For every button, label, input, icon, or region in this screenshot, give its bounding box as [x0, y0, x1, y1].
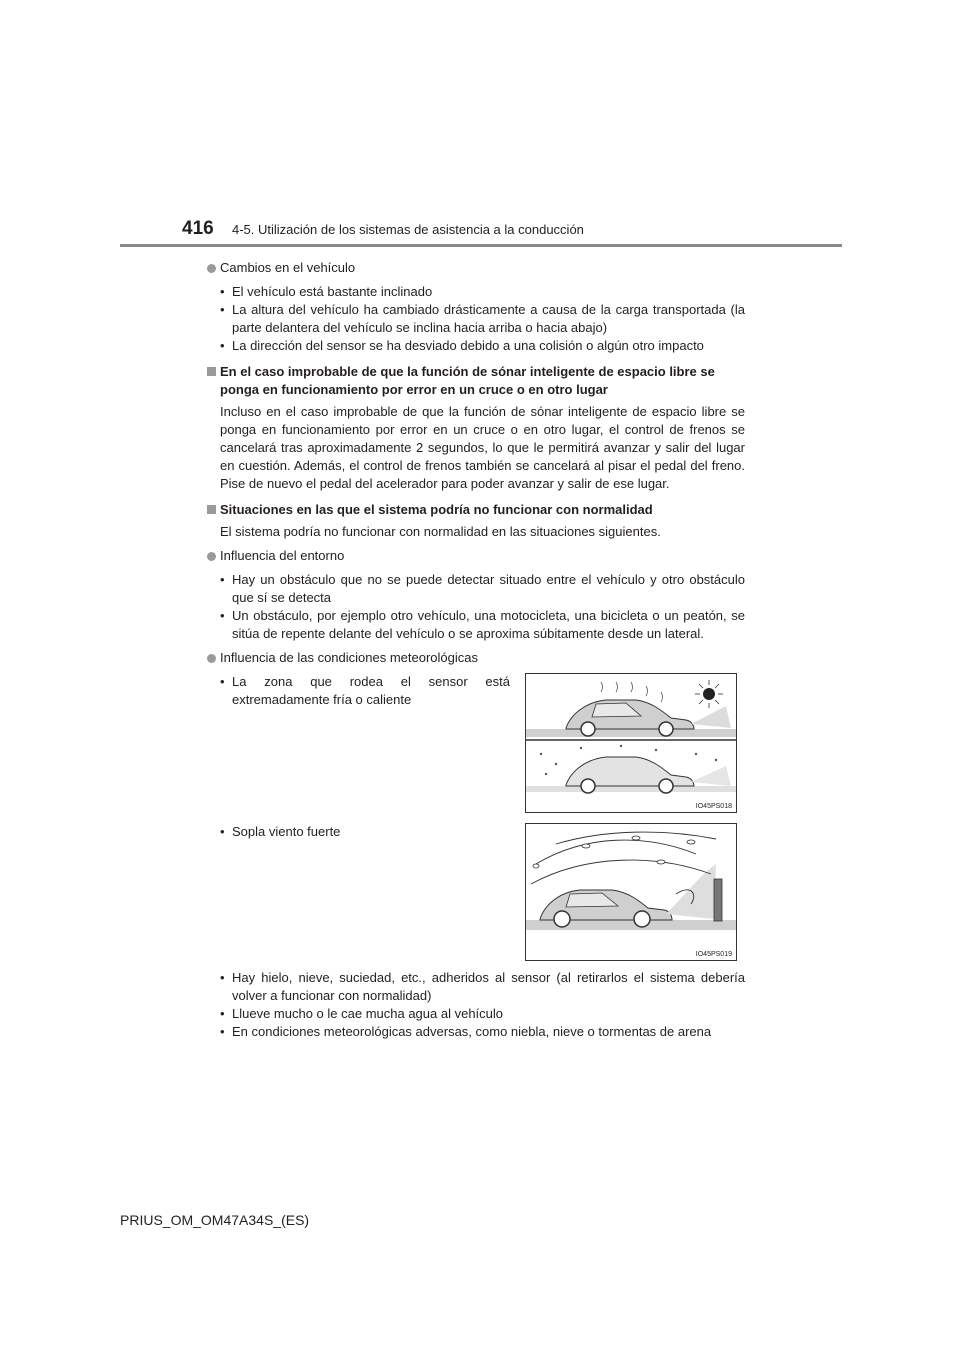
unlikely-case-body: Incluso en el caso improbable de que la función de sónar inteligente de espacio libre se ponga en funcionamiento por error en un cruce o en otro lugar, el control de frenos se cancelará tras aproximadamente 2 segundos, lo que le permitirá avanzar y salir del lugar en cuestión. Además, el control de frenos también se cancelará al pisar el pedal del freno. Pise de nuevo el pedal del acelerador para poder avanzar y salir de ese lugar.: [220, 404, 745, 491]
malfunction-body: El sistema podría no funcionar con normalidad en las situaciones siguientes.: [220, 524, 661, 539]
figure-id: IO45PS019: [695, 951, 732, 958]
list-item: • Llueve mucho o le cae mucha agua al vehículo: [220, 1005, 745, 1023]
wind-figure: [525, 823, 737, 961]
vehicle-changes-list: [220, 283, 745, 355]
weather-list: [220, 969, 745, 1041]
environment-list: [220, 571, 745, 643]
footer-doc-code: PRIUS_OM_OM47A34S_(ES): [120, 1212, 310, 1228]
temperature-list: [220, 673, 510, 709]
wind-list: [220, 823, 510, 841]
list-item: • Hay un obstáculo que no se puede detectar situado entre el vehículo y otro obstáculo que sí se detecta: [220, 571, 745, 607]
list-item: • Un obstáculo, por ejemplo otro vehículo, una motocicleta, una bicicleta o un peatón, se sitúa de repente delante del vehículo o se aproxima súbitamente desde un lateral.: [220, 607, 745, 643]
section-title: 4-5. Utilización de los sistemas de asistencia a la conducción: [232, 222, 584, 237]
main-content: [205, 253, 745, 1043]
figure-id: IO45PS018: [695, 803, 732, 810]
weather-heading: Influencia de las condiciones meteorológicas: [205, 649, 745, 667]
page-number: 416: [182, 218, 214, 239]
wind-text: [220, 823, 510, 843]
list-item: • Hay hielo, nieve, suciedad, etc., adheridos al sensor (al retirarlos el sistema debería volver a funcionar con normalidad): [220, 969, 745, 1005]
list-item: • El vehículo está bastante inclinado: [220, 283, 745, 301]
hot-cold-car-illustration: [526, 674, 736, 812]
vehicle-changes-heading: Cambios en el vehículo: [205, 259, 745, 277]
strong-wind-car-illustration: [526, 824, 736, 960]
list-item: • La altura del vehículo ha cambiado drásticamente a causa de la carga transportada (la parte delantera del vehículo se inclina hacia arriba o hacia abajo): [220, 301, 745, 337]
malfunction-heading: Situaciones en las que el sistema podría no funcionar con normalidad: [205, 501, 745, 519]
list-item: • Sopla viento fuerte: [220, 823, 510, 841]
temperature-text: [220, 673, 510, 711]
unlikely-case-heading: En el caso improbable de que la función de sónar inteligente de espacio libre se ponga en funcionamiento por error en un cruce o en otro lugar: [205, 363, 745, 399]
wind-row: [205, 823, 745, 969]
temperature-row: [205, 673, 745, 823]
temperature-figure: [525, 673, 737, 813]
list-item: • La zona que rodea el sensor está extremadamente fría o caliente: [220, 673, 510, 709]
list-item: • En condiciones meteorológicas adversas, como niebla, nieve o tormentas de arena: [220, 1023, 745, 1041]
environment-heading: Influencia del entorno: [205, 547, 745, 565]
list-item: • La dirección del sensor se ha desviado debido a una colisión o algún otro impacto: [220, 337, 745, 355]
header-rule: [120, 244, 842, 247]
